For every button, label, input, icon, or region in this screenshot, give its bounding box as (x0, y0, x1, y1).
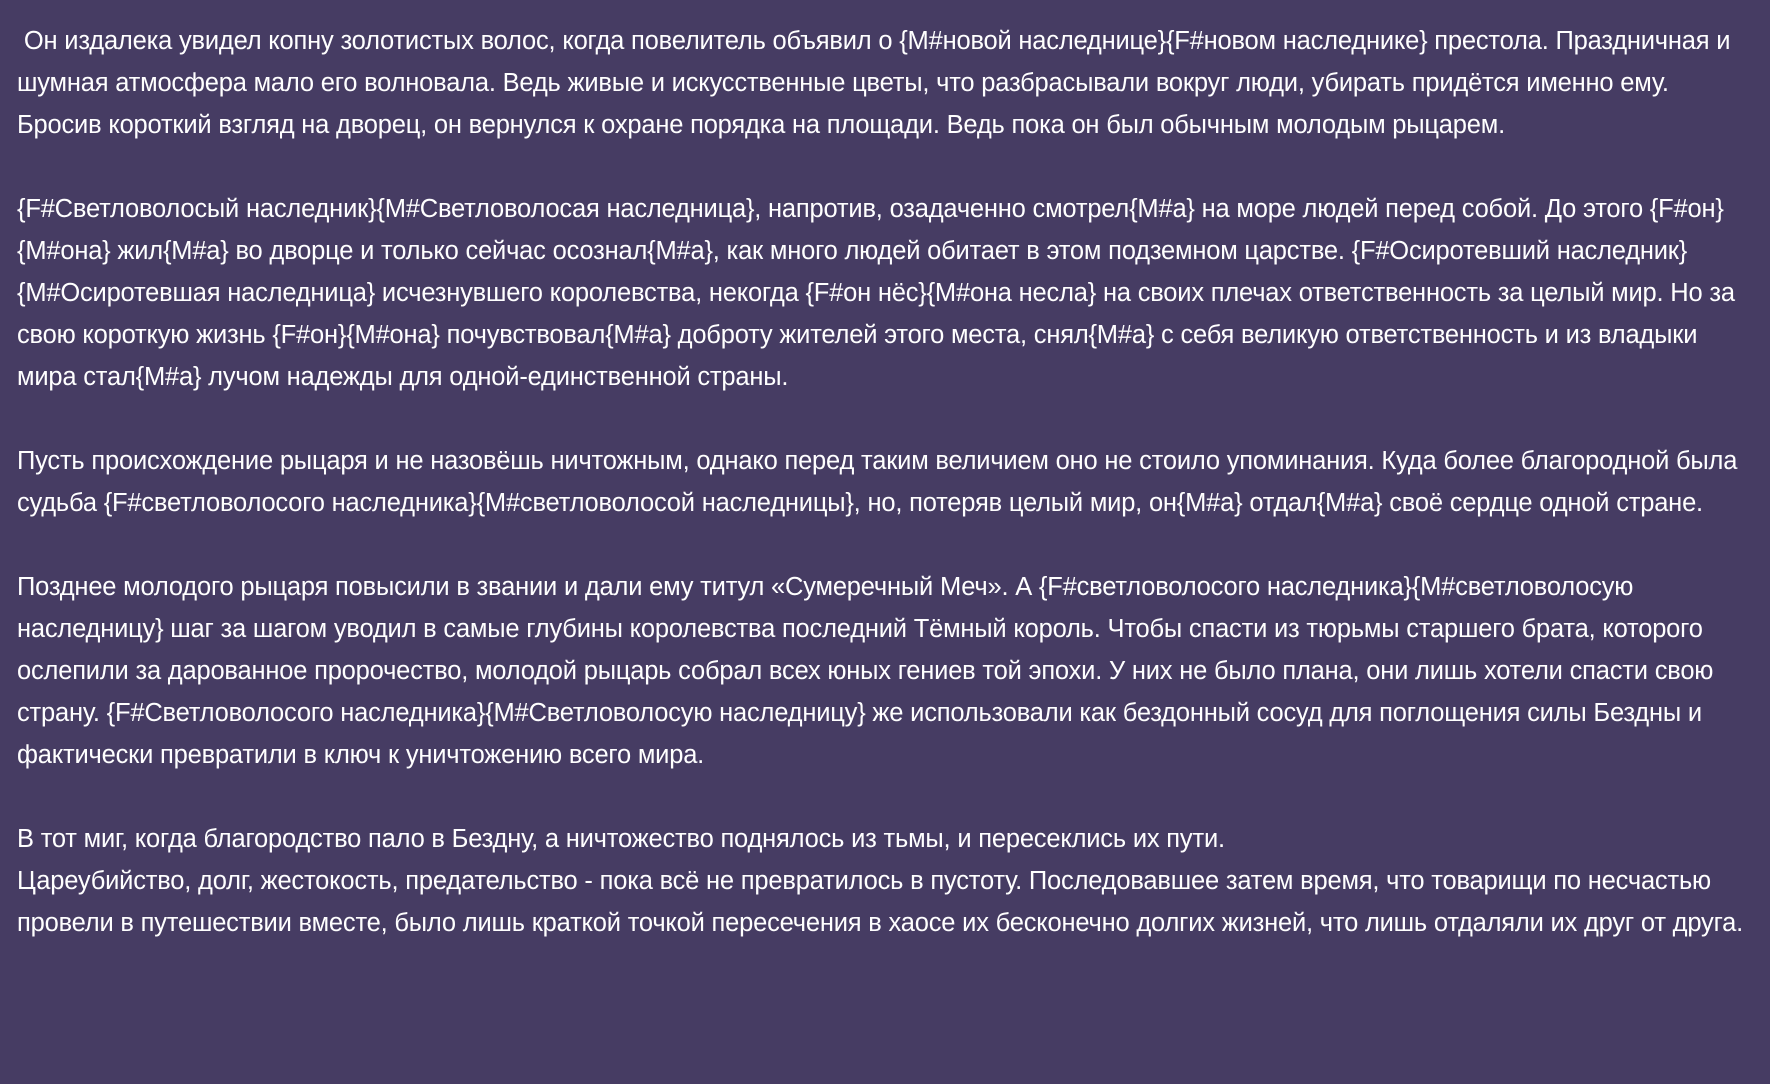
paragraph-2: {F#Светловолосый наследник}{M#Светловолосая наследница}, напротив, озадаченно смотрел{M#а} на море людей перед собой. До этого {F#он}{M#она} жил{M#а} во дворце и только сейчас осознал{M#а}, как много людей обитает в этом подземном царстве. {F#Осиротевший наследник}{M#Осиротевшая наследница} исчезнувшего королевства, некогда {F#он нёс}{M#она несла} на своих плечах ответственность за целый мир. Но за свою короткую жизнь {F#он}{M#она} почувствовал{M#а} доброту жителей этого места, снял{M#а} с себя великую ответственность и из владыки мира стал{M#а} лучом надежды для одной-единственной страны. (17, 195, 1742, 391)
paragraph-4: Позднее молодого рыцаря повысили в звании и дали ему титул «Сумеречный Меч». А {F#светловолосого наследника}{M#светловолосую наследницу} шаг за шагом уводил в самые глубины королевства последний Тёмный король. Чтобы спасти из тюрьмы старшего брата, которого ослепили за дарованное пророчество, молодой рыцарь собрал всех юных гениев той эпохи. У них не было плана, они лишь хотели спасти свою страну. {F#Светловолосого наследника}{M#Светловолосую наследницу} же использовали как бездонный сосуд для поглощения силы Бездны и фактически превратили в ключ к уничтожению всего мира. (17, 573, 1721, 769)
story-text (17, 20, 1757, 944)
paragraph-5: В тот миг, когда благородство пало в Бездну, а ничтожество поднялось из тьмы, и пересеклись их пути. Цареубийство, долг, жестокость, предательство - пока всё не превратилось в пустоту. Последовавшее затем время, что товарищи по несчастью провели в путешествии вместе, было лишь краткой точкой пересечения в хаосе их бесконечно долгих жизней, что лишь отдаляли их друг от друга. (17, 825, 1744, 937)
paragraph-3: Пусть происхождение рыцаря и не назовёшь ничтожным, однако перед таким величием оно не стоило упоминания. Куда более благородной была судьба {F#светловолосого наследника}{M#светловолосой наследницы}, но, потеряв целый мир, он{M#а} отдал{M#а} своё сердце одной стране. (17, 447, 1745, 517)
paragraph-1: Он издалека увидел копну золотистых волос, когда повелитель объявил о {M#новой наследнице}{F#новом наследнике} престола. Праздничная и шумная атмосфера мало его волновала. Ведь живые и искусственные цветы, что разбрасывали вокруг люди, убирать придётся именно ему. Бросив короткий взгляд на дворец, он вернулся к охране порядка на площади. Ведь пока он был обычным молодым рыцарем. (17, 27, 1738, 139)
